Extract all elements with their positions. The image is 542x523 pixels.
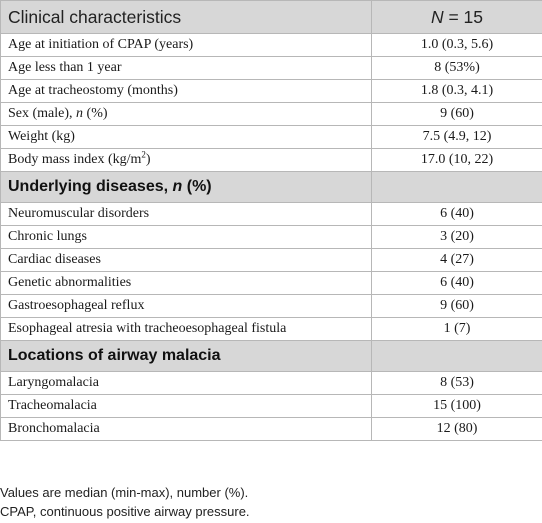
row-label: Chronic lungs (1, 226, 372, 249)
row-value: 15 (100) (372, 395, 542, 418)
row-value: 9 (60) (372, 295, 542, 318)
table-row (1, 418, 542, 441)
row-label-text: Body mass index (kg/m (8, 152, 142, 167)
row-label: Bronchomalacia (1, 418, 372, 441)
row-value: 8 (53) (372, 372, 542, 395)
row-label (1, 103, 372, 126)
section-header-underlying-diseases (1, 172, 542, 203)
header-n-italic: N (430, 7, 444, 27)
header-characteristics: Clinical characteristics (1, 1, 372, 34)
row-label: Cardiac diseases (1, 249, 372, 272)
row-value: 3 (20) (372, 226, 542, 249)
table-row (1, 372, 542, 395)
row-label: Neuromuscular disorders (1, 203, 372, 226)
row-value: 7.5 (4.9, 12) (372, 126, 542, 149)
section-title: Locations of airway malacia (1, 341, 372, 372)
row-label: Weight (kg) (1, 126, 372, 149)
section-header-airway-malacia (1, 341, 542, 372)
row-value: 6 (40) (372, 203, 542, 226)
row-value: 9 (60) (372, 103, 542, 126)
row-label-suffix: (%) (83, 106, 108, 121)
section-title (1, 172, 372, 203)
table-row (1, 249, 542, 272)
row-value: 17.0 (10, 22) (372, 149, 542, 172)
table-row (1, 203, 542, 226)
table-row (1, 395, 542, 418)
row-label: Age at initiation of CPAP (years) (1, 34, 372, 57)
row-value: 1.0 (0.3, 5.6) (372, 34, 542, 57)
row-label: Gastroesophageal reflux (1, 295, 372, 318)
row-label-text: Sex (male), (8, 106, 77, 121)
row-value: 4 (27) (372, 249, 542, 272)
row-label: Tracheomalacia (1, 395, 372, 418)
row-label-superscript: 2 (141, 149, 146, 160)
section-title-text: Underlying diseases, (8, 178, 173, 195)
table-row (1, 57, 542, 80)
table-row (1, 318, 542, 341)
row-label-italic: n (76, 106, 84, 121)
table-row (1, 272, 542, 295)
table-row (1, 103, 542, 126)
row-label-suffix: ) (145, 152, 151, 167)
row-label: Age at tracheostomy (months) (1, 80, 372, 103)
table-row (1, 126, 542, 149)
section-empty-cell (372, 172, 542, 203)
footnote-cpap: CPAP, continuous positive airway pressure. (0, 504, 250, 519)
table-row (1, 295, 542, 318)
row-value: 1.8 (0.3, 4.1) (372, 80, 542, 103)
footnote-values: Values are median (min-max), number (%). (0, 485, 249, 500)
row-label: Genetic abnormalities (1, 272, 372, 295)
table-header-row (1, 1, 542, 34)
row-value: 6 (40) (372, 272, 542, 295)
section-empty-cell (372, 341, 542, 372)
section-title-suffix: (%) (182, 178, 212, 195)
table-footnotes (0, 483, 542, 521)
table-row (1, 34, 542, 57)
row-label: Laryngomalacia (1, 372, 372, 395)
table-row (1, 80, 542, 103)
row-value: 1 (7) (372, 318, 542, 341)
table-row (1, 226, 542, 249)
row-label: Esophageal atresia with tracheoesophageal fistula (1, 318, 372, 341)
section-title-italic: n (172, 178, 183, 195)
row-value: 12 (80) (372, 418, 542, 441)
row-label: Age less than 1 year (1, 57, 372, 80)
row-value: 8 (53%) (372, 57, 542, 80)
header-n-count: = 15 (443, 7, 484, 27)
table-row (1, 149, 542, 172)
header-n (372, 1, 542, 34)
row-label (1, 149, 372, 172)
